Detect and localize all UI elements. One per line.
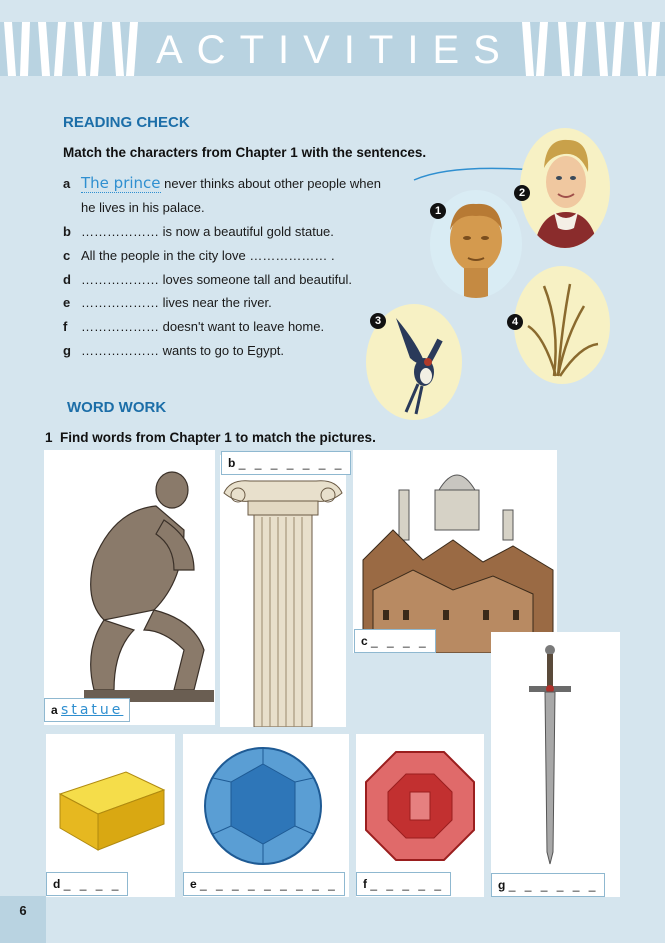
sentence-c: c All the people in the city love ……………… . bbox=[63, 248, 335, 263]
picture-number-2: 2 bbox=[514, 185, 530, 201]
page-title: ACTIVITIES bbox=[156, 22, 512, 76]
picture-a-statue bbox=[44, 450, 215, 725]
picture-number-3: 3 bbox=[370, 313, 386, 329]
answer-handwritten: The prince bbox=[81, 174, 161, 192]
sentence-d: d ……………… loves someone tall and beautiful. bbox=[63, 272, 352, 287]
word-work-instruction: 1 Find words from Chapter 1 to match the pictures. bbox=[45, 430, 376, 445]
reed-picture bbox=[514, 266, 610, 384]
label-b[interactable]: b _ _ _ _ _ _ _ bbox=[221, 451, 351, 475]
sentence-a-cont: he lives in his palace. bbox=[81, 200, 205, 215]
label-c[interactable]: c _ _ _ _ bbox=[354, 629, 436, 653]
answer-statue: statue bbox=[61, 702, 124, 718]
label-f[interactable]: f _ _ _ _ _ bbox=[356, 872, 451, 896]
picture-c-city bbox=[353, 450, 557, 653]
reading-check-heading: READING CHECK bbox=[63, 114, 190, 131]
prince-picture bbox=[520, 128, 610, 248]
picture-number-1: 1 bbox=[430, 203, 446, 219]
picture-g-sword bbox=[491, 632, 620, 897]
sentence-f: f ……………… doesn't want to leave home. bbox=[63, 319, 325, 334]
label-d[interactable]: d _ _ _ _ bbox=[46, 872, 128, 896]
sentence-e: e ……………… lives near the river. bbox=[63, 295, 272, 310]
word-work-heading: WORD WORK bbox=[67, 399, 167, 416]
picture-b-column bbox=[220, 455, 346, 727]
reading-check-instruction: Match the characters from Chapter 1 with the sentences. bbox=[63, 145, 427, 160]
page-number: 6 bbox=[0, 896, 46, 943]
sentence-a: a The prince never thinks about other people when bbox=[63, 174, 381, 192]
picture-number-4: 4 bbox=[507, 314, 523, 330]
label-e[interactable]: e _ _ _ _ _ _ _ _ _ bbox=[183, 872, 345, 896]
label-a[interactable]: a statue bbox=[44, 698, 130, 722]
sentence-g: g ……………… wants to go to Egypt. bbox=[63, 343, 285, 358]
label-g[interactable]: g _ _ _ _ _ _ bbox=[491, 873, 605, 897]
sentence-b: b ……………… is now a beautiful gold statue. bbox=[63, 224, 334, 239]
